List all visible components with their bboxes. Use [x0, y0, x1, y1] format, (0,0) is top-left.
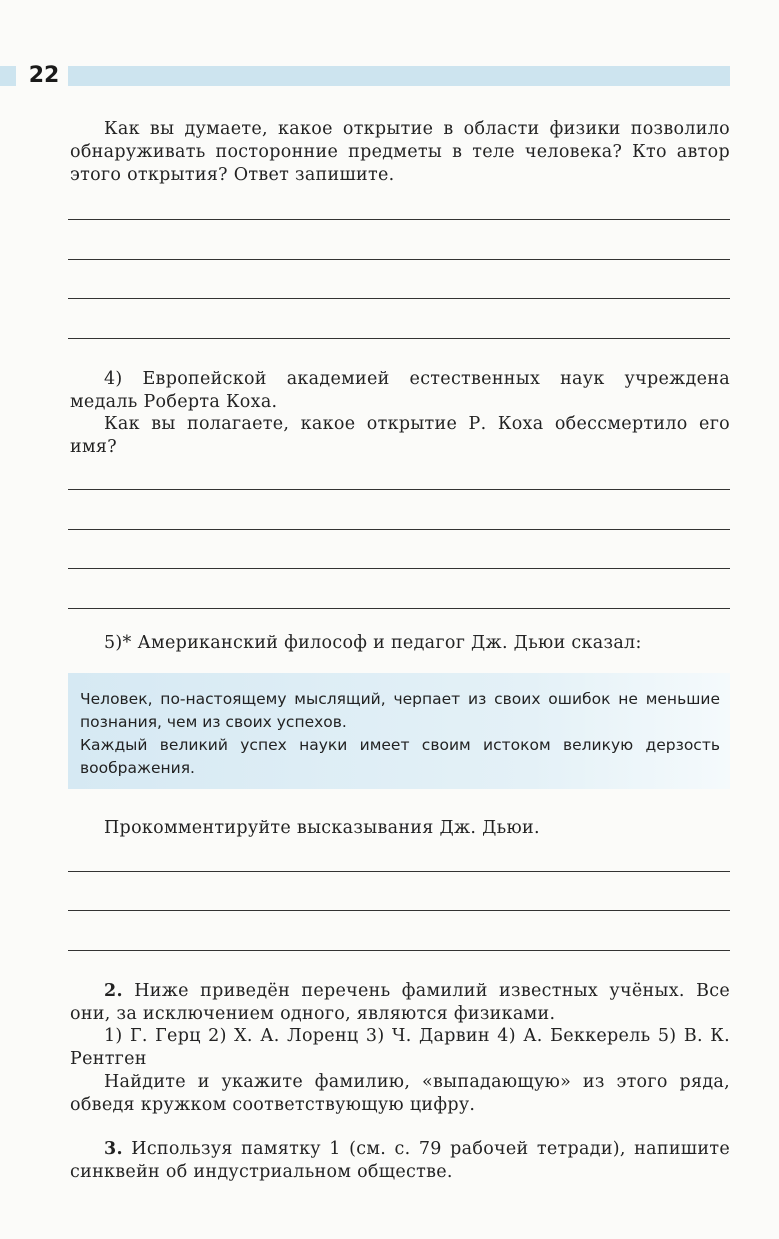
answer-line[interactable] [68, 910, 730, 911]
item4-text [70, 368, 730, 414]
item4-line1: 4) Европейской академией естественных наук учреждена медаль Роберта Коха. [70, 369, 730, 412]
quote-1: Человек, по-настоящему мыслящий, черпает из своих ошибок не меньшие познания, чем из своих успехов. [80, 690, 720, 731]
task3-description: Используя памятку 1 (см. с. 79 рабочей тетради), напишите синквейн об индустриальном обществе. [70, 1139, 730, 1182]
quote-2: Каждый великий успех науки имеет своим истоком великую дерзость воображения. [80, 736, 720, 777]
header-stripe-left [0, 66, 16, 86]
item5-intro-text: 5)* Американский философ и педагог Дж. Дьюи сказал: [104, 633, 642, 653]
item5-intro [70, 632, 730, 655]
item5-comment [70, 817, 730, 840]
task2-text [70, 980, 730, 1026]
header-stripe-right [68, 66, 730, 86]
task3-text [70, 1138, 730, 1184]
answer-line[interactable] [68, 338, 730, 339]
task2-list-text: 1) Г. Герц 2) Х. А. Лоренц 3) Ч. Дарвин 4) А. Беккерель 5) В. К. Рентген [70, 1026, 730, 1069]
task2-description: Ниже приведён перечень фамилий известных учёных. Все они, за исключением одного, являются физиками. [70, 981, 730, 1024]
answer-line[interactable] [68, 871, 730, 872]
answer-line[interactable] [68, 529, 730, 530]
question-intro [70, 118, 730, 187]
task2-list [70, 1025, 730, 1071]
answer-line[interactable] [68, 608, 730, 609]
header-bar [0, 66, 730, 86]
answer-line[interactable] [68, 568, 730, 569]
answer-line[interactable] [68, 489, 730, 490]
answer-line[interactable] [68, 950, 730, 951]
task2-number: 2. [104, 981, 123, 1001]
page-number: 22 [28, 63, 60, 88]
item4-line2: Как вы полагаете, какое открытие Р. Коха обессмертило его имя? [70, 414, 730, 457]
item5-comment-text: Прокомментируйте высказывания Дж. Дьюи. [104, 818, 540, 838]
answer-line[interactable] [68, 298, 730, 299]
quote-text [80, 688, 720, 780]
task2-instruction-text: Найдите и укажите фамилию, «выпадающую» из этого ряда, обведя кружком соответствующую цифру. [70, 1072, 730, 1115]
item4-question [70, 413, 730, 459]
answer-line[interactable] [68, 259, 730, 260]
question-intro-text: Как вы думаете, какое открытие в области физики позволило обнаруживать посторонние предметы в теле человека? Кто автор этого открытия? Ответ запишите. [70, 119, 730, 185]
answer-line[interactable] [68, 219, 730, 220]
task2-instruction [70, 1071, 730, 1117]
task3-number: 3. [104, 1139, 123, 1159]
